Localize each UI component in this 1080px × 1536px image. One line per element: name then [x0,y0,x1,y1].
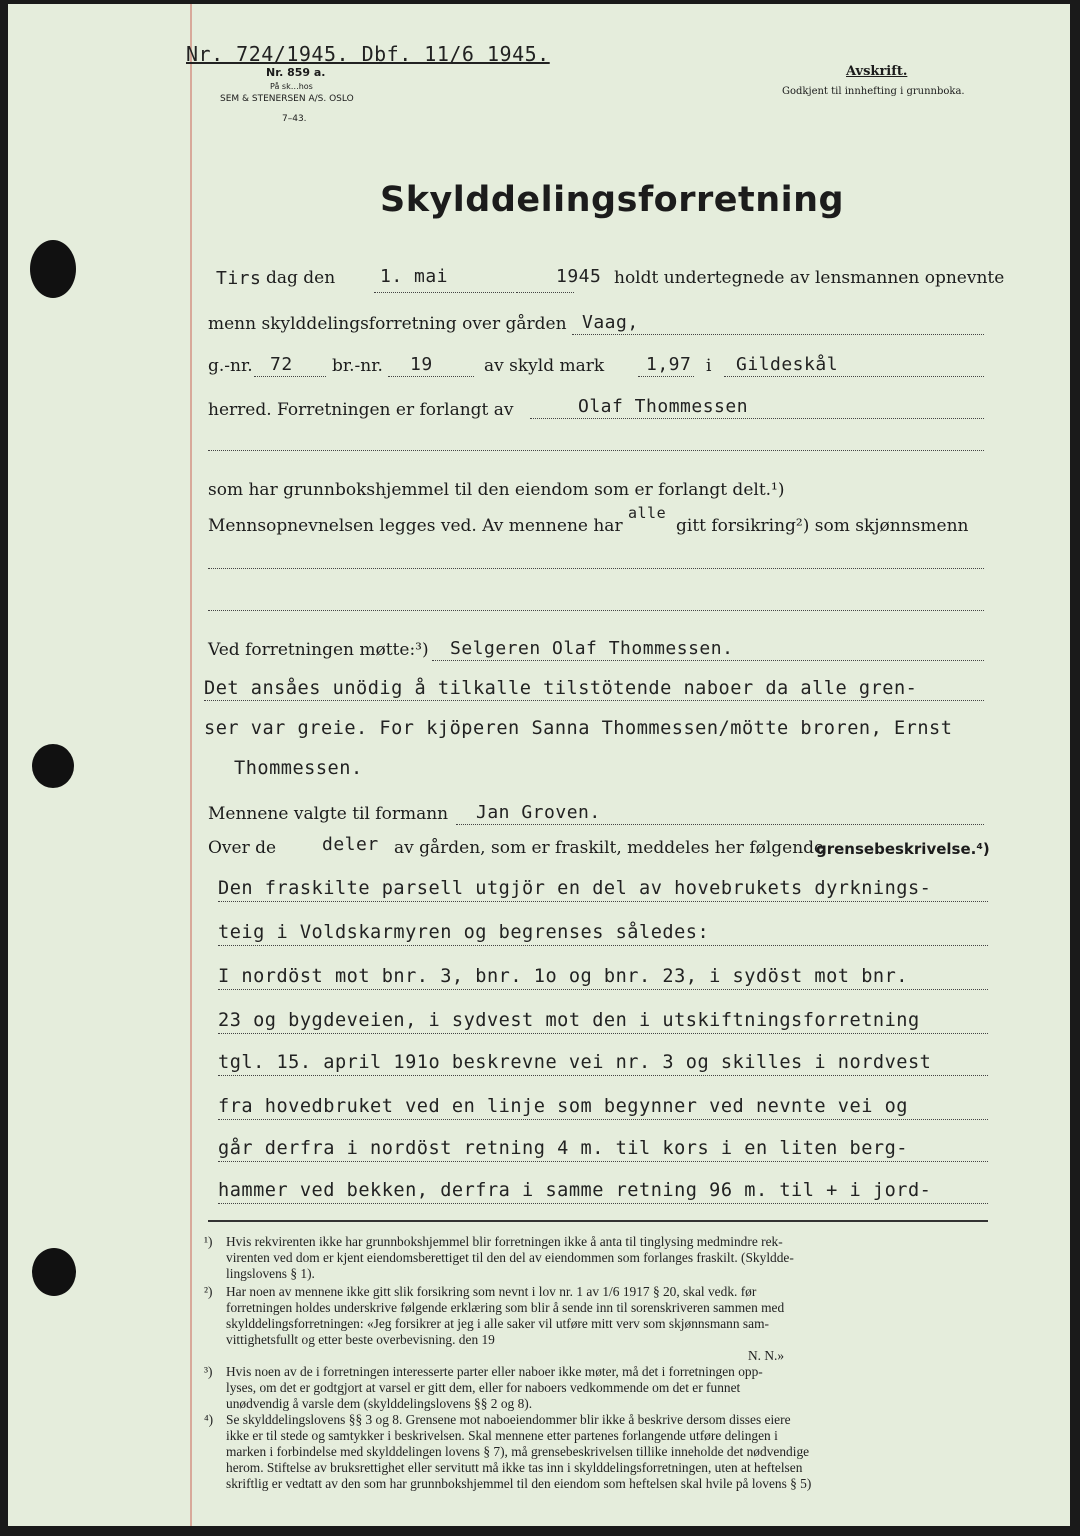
footnote-line: virenten ved dom er kjent eiendomsberettiget til den del av eiendommen som forlanges fraskilt. (Skyldde- [226,1250,794,1265]
herred-name: Gildeskål [736,354,839,375]
skyld-label: av skyld mark [484,356,605,376]
footnote-line: lingslovens § 1). [226,1266,315,1281]
menn-text-start: Mennsopnevnelsen legges ved. Av mennene har [208,516,623,536]
footnote-mark: ¹) [204,1234,213,1249]
weekday-prefix: Tirs [216,268,262,289]
formann-label: Mennene valgte til formann [208,804,449,824]
description-line: fra hovedbruket ved en linje som begynner ved nevnte vei og [218,1096,908,1117]
form-number: Nr. 859 a. [266,66,326,79]
grunnbok-text: som har grunnbokshjemmel til den eiendom som er forlangt delt.¹) [208,480,785,500]
brnr-value: 19 [410,354,433,375]
typed-line: Det ansåes unödig å tilkalle tilstötende naboer da alle gren- [204,678,918,699]
dag-den-label: dag den [266,268,336,288]
footnote-line: skriftlig er vedtatt av den som har grunnbokshjemmel til den eiendom som heftelsen skal hvile på lovens § 5) [226,1476,812,1491]
footnote-mark: ³) [204,1364,213,1379]
i-label: i [706,356,712,376]
mote-label: Ved forretningen møtte:³) [208,640,429,660]
requested-by: Olaf Thommessen [578,396,749,417]
grense-label: grensebeskrivelse.⁴) [816,840,990,858]
formann-value: Jan Groven. [476,802,601,823]
footnote-line: vittighetsfullt og etter beste overbevisning. den 19 [226,1332,495,1347]
punch-hole [32,1248,76,1296]
printer-line: På sk…hos [270,82,313,91]
over-de-text: av gården, som er fraskilt, meddeles her følgende [394,838,825,858]
footnote-line: Se skylddelingslovens §§ 3 og 8. Grensene mot naboeiendommer blir ikke å beskrive dersom disses eiere [226,1412,791,1427]
footnote-line: Har noen av mennene ikke gitt slik forsikring som nevnt i lov nr. 1 av 1/6 1917 § 20, skal vedk. før [226,1284,757,1299]
approval-note: Godkjent til innhefting i grunnboka. [782,86,965,97]
description-line: I nordöst mot bnr. 3, bnr. 1o og bnr. 23, i sydöst mot bnr. [218,966,908,987]
description-line: går derfra i nordöst retning 4 m. til kors i en liten berg- [218,1138,908,1159]
footnote-mark: ⁴) [204,1412,214,1427]
description-line: teig i Voldskarmyren og begrenses således: [218,922,710,943]
avskrift-label: Avskrift. [846,64,908,79]
skyld-value: 1,97 [646,354,692,375]
footnote-line: ikke er til stede og samtykker i beskrivelsen. Skal mennene etter partenes forlangende utføre delingen i [226,1428,778,1443]
footnote-line: skylddelingsforretningen: «Jeg forsikrer at jeg i alle saker vil utføre mitt verv som skjønnsmann sam- [226,1316,769,1331]
opening-text: holdt undertegnede av lensmannen opnevnte [614,268,1005,288]
farm-name: Vaag, [582,312,639,333]
footnote-signature: N. N.» [748,1348,785,1363]
footnote-line: Hvis rekvirenten ikke har grunnbokshjemmel blir forretningen ikke å anta til tinglysing medmindre rek- [226,1234,783,1249]
punch-hole [32,744,74,788]
farm-line-label: menn skylddelingsforretning over gården [208,314,567,334]
mote-value: Selgeren Olaf Thommessen. [450,638,734,659]
reference-number: Nr. 724/1945. Dbf. 11/6 1945. [186,42,550,66]
footnote-line: forretningen holdes underskrive følgende erklæring som blir å sende inn til sorenskriveren sammen med [226,1300,785,1315]
footnote-line: unødvendig å varsle dem (skylddelingslovens §§ 2 og 8). [226,1396,533,1411]
footnote-line: lyses, om det er godtgjort at varsel er gitt dem, eller for naboers vedkommende om det er funnet [226,1380,741,1395]
requested-label: herred. Forretningen er forlangt av [208,400,514,420]
page-title: Skylddelingsforretning [380,180,845,220]
typed-line: ser var greie. For kjöperen Sanna Thommessen/mötte broren, Ernst [204,718,953,739]
gnr-value: 72 [270,354,293,375]
document-page [8,4,1070,1526]
footnote-mark: ²) [204,1284,213,1299]
brnr-label: br.-nr. [332,356,383,376]
footnote-line: Hvis noen av de i forretningen interesserte parter eller naboer ikke møter, må det i forretningen opp- [226,1364,763,1379]
deler-value: deler [322,834,379,855]
year-field: 1945 [556,266,602,287]
description-line: hammer ved bekken, derfra i samme retning 96 m. til + i jord- [218,1180,932,1201]
description-line: 23 og bygdeveien, i sydvest mot den i utskiftningsforretning [218,1010,920,1031]
over-de-label: Over de [208,838,277,858]
margin-rule [190,4,192,1526]
menn-text-end: gitt forsikring²) som skjønnsmenn [676,516,969,536]
footnote-line: marken i forbindelse med skylddelingen lovens § 7), må grensebeskrivelsen tillike inneholde det nødvendige [226,1444,810,1459]
punch-hole [30,240,76,298]
date-field: 1. mai [380,266,449,287]
gnr-label: g.-nr. [208,356,253,376]
printer-name: SEM & STENERSEN A/S. OSLO [220,94,354,104]
printer-date: 7–43. [282,114,307,124]
description-line: Den fraskilte parsell utgjör en del av hovebrukets dyrknings- [218,878,932,899]
footnote-line: herom. Stiftelse av bruksrettighet eller servitutt må ikke tas inn i skylddelingsforretningen, uten at heftelsen [226,1460,803,1475]
typed-line: Thommessen. [234,758,363,779]
footnote-rule [208,1220,988,1222]
description-line: tgl. 15. april 191o beskrevne vei nr. 3 og skilles i nordvest [218,1052,932,1073]
menn-alle: alle [628,504,667,522]
